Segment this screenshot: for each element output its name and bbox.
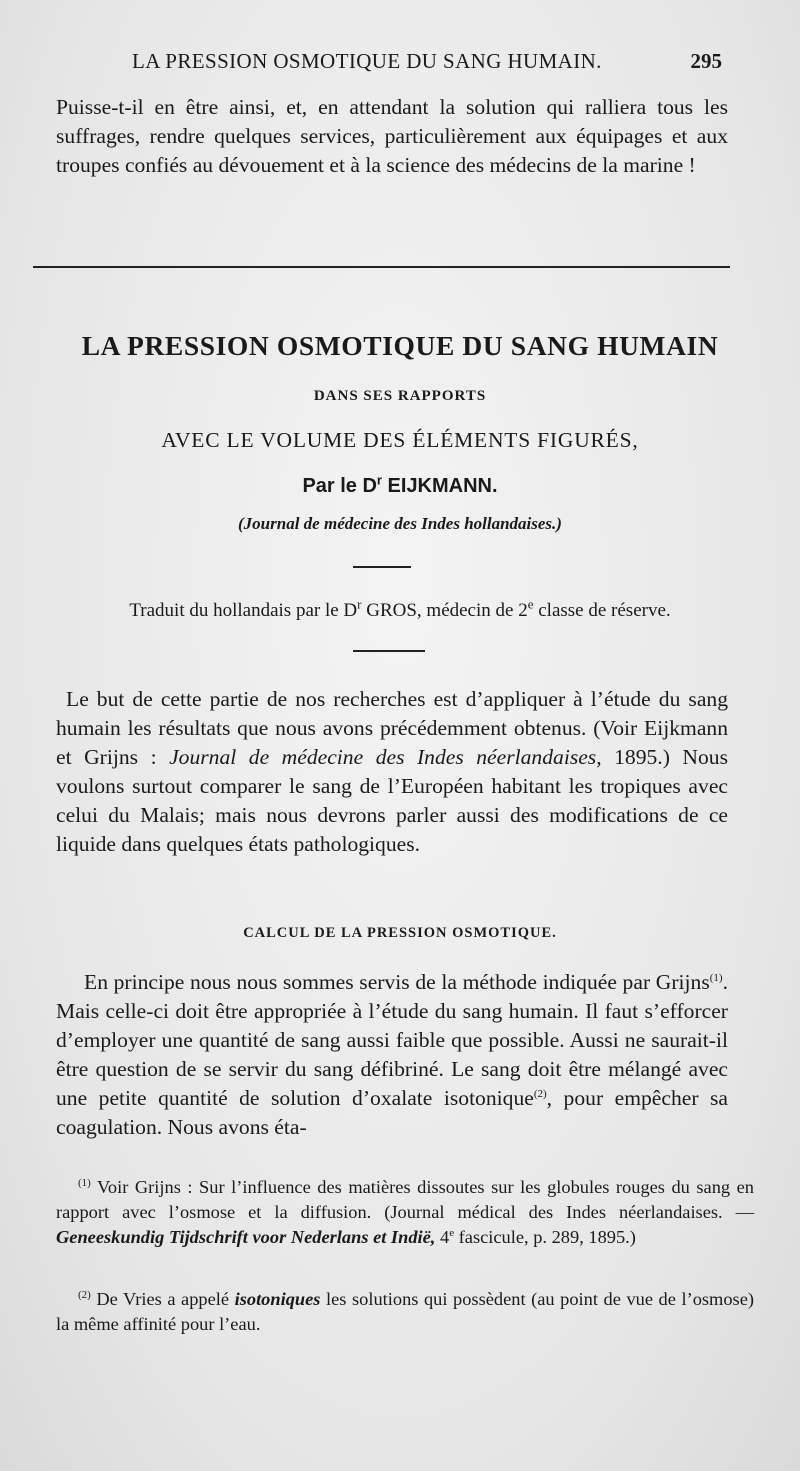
footnote-2-text-2: les solutions qui possèdent (au point de vue de l’osmose) la même affinité pour l’eau.: [56, 1289, 754, 1334]
footnote-1: [56, 1175, 754, 1250]
footnote-1-text-3: fascicule, p. 289, 1895.): [454, 1227, 636, 1247]
footnote-1-italic: Geneeskundig Tijdschrift voor Nederlans et Indië,: [56, 1227, 436, 1247]
running-header: [70, 47, 730, 81]
footnote-1-text-2: 4: [435, 1227, 450, 1247]
footnote-1-mark: (1): [78, 1176, 91, 1189]
body-paragraph-1-part1: Le but de cette partie de nos recherches est d’appliquer à l’étude du sang humain les résultats que nous avons précédemment obtenus. (Voir Eijkmann et Grijns :: [56, 687, 728, 769]
footnote-ref-1: (1): [709, 971, 723, 984]
body-paragraph-2-part2: . Mais celle-ci doit être appropriée à l’étude du sang humain. Il faut s’efforcer d’employer une quantité de sang aussi faible que possible. Aussi ne saurait-il être question de se servir du sang défibriné. Le sang doit être mélangé avec une petite quantité de solution d’oxalate isotonique: [56, 970, 728, 1110]
footnote-2: [56, 1287, 754, 1337]
footnote-2-mark: (2): [78, 1288, 91, 1301]
translator-sup: r: [357, 596, 362, 612]
translator-end: classe de réserve.: [533, 600, 671, 621]
body-paragraph-1-part2: 1895.) Nous voulons surtout comparer le sang de l’Européen habitant les tropiques avec celui du Malais; mais nous devrons parler aussi des modifications de ce liquide dans quelques états pathologiques.: [56, 745, 728, 856]
footnote-1-text: Voir Grijns : Sur l’influence des matières dissoutes sur les globules rouges du sang en rapport avec l’osmose et la diffusion. (Journal médical des Indes néerlandaises. —: [56, 1177, 754, 1222]
short-rule-1: [353, 566, 411, 568]
journal-citation: Journal de médecine des Indes néerlandaises,: [169, 745, 602, 769]
article-subtitle-small: DANS SES RAPPORTS: [313, 388, 487, 404]
footnote-1-sup: e: [449, 1226, 455, 1239]
section-heading: CALCUL DE LA PRESSION OSMOTIQUE.: [243, 925, 557, 941]
translator-line: [0, 596, 800, 622]
author-line: [0, 472, 800, 498]
body-paragraph-2: [56, 968, 728, 1142]
footnote-ref-2: (2): [533, 1087, 547, 1100]
journal-source: (Journal de médecine des Indes hollandaises.): [238, 514, 562, 533]
author-prefix-sup: r: [376, 472, 382, 488]
article-title: LA PRESSION OSMOTIQUE DU SANG HUMAIN: [81, 330, 719, 361]
article-subtitle-large: AVEC LE VOLUME DES ÉLÉMENTS FIGURÉS,: [161, 428, 639, 452]
intro-paragraph: Puisse-t-il en être ainsi, et, en attendant la solution qui ralliera tous les suffrages, rendre quelques services, particulièrement aux équipages et aux troupes confiés au dévouement et à la science des médecins de la marine !: [56, 95, 728, 177]
translator-suffix: GROS, médecin de 2: [361, 600, 528, 621]
section-divider-rule: [33, 266, 730, 268]
body-paragraph-2-part3: , pour empêcher sa coagulation. Nous avons éta-: [56, 1086, 728, 1139]
body-paragraph-2-part1: En principe nous nous sommes servis de la méthode indiquée par Grijns: [84, 970, 710, 994]
footnote-2-italic: isotoniques: [234, 1289, 321, 1309]
translator-sup2: e: [527, 596, 534, 612]
translator-prefix: Traduit du hollandais par le D: [129, 600, 358, 621]
running-title: LA PRESSION OSMOTIQUE DU SANG HUMAIN.: [132, 49, 602, 73]
author-prefix: Par le D: [302, 475, 377, 497]
footnote-2-text: De Vries a appelé: [90, 1289, 235, 1309]
page-number: 295: [690, 49, 722, 73]
short-rule-2: [353, 650, 425, 652]
body-paragraph-1: [56, 685, 728, 859]
author-name: EIJKMANN.: [381, 475, 498, 497]
